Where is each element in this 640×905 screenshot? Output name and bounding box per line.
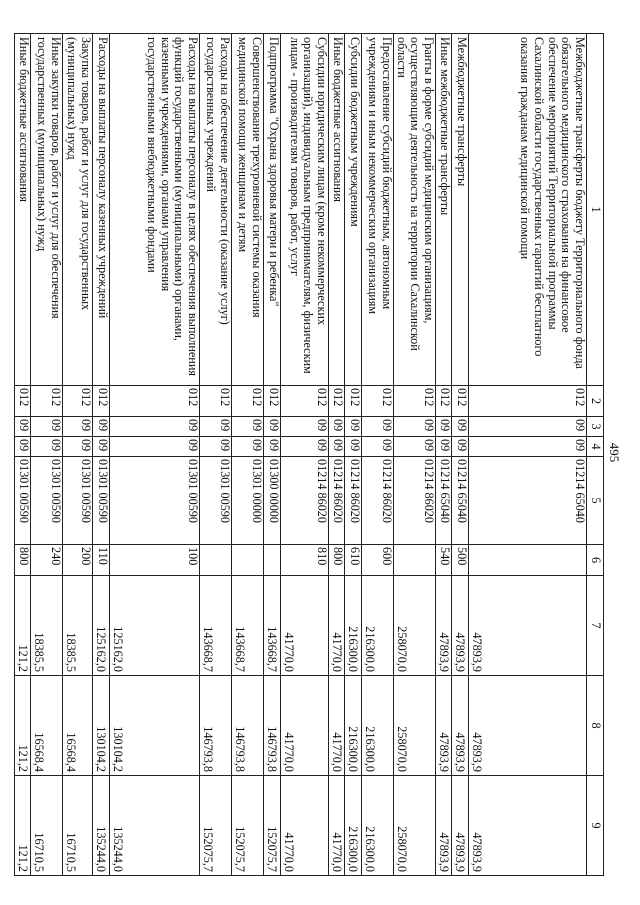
amount-year-1: 18385,5 [31,576,63,676]
amount-year-2: 216300,0 [345,676,362,776]
subsection-code: 09 [452,437,469,457]
table-row [31,34,63,876]
amount-year-3: 16710,5 [63,776,93,876]
expense-type-code [394,545,436,576]
amount-year-1: 216300,0 [362,576,394,676]
target-article-code: 01214 86020 [394,457,436,545]
section-code: 09 [232,417,264,437]
page-number: 495 [607,442,622,463]
ministry-code: 012 [200,386,232,417]
target-article-code: 01214 65040 [452,457,469,545]
ministry-code: 012 [93,386,110,417]
section-code: 09 [15,417,31,437]
column-header: 2 [587,386,604,417]
amount-year-3: 47893,9 [436,776,452,876]
amount-year-3: 16710,5 [31,776,63,876]
target-article-code: 01301 00590 [200,457,232,545]
expense-type-code [232,545,264,576]
amount-year-3: 121,2 [15,776,31,876]
amount-year-3: 216300,0 [345,776,362,876]
item-name: Подпрограмма "Охрана здоровья матери и ребенка" [264,34,281,386]
amount-year-2: 41770,0 [329,676,345,776]
table-row [232,34,264,876]
expense-type-code [200,545,232,576]
expense-type-code: 800 [329,545,345,576]
target-article-code: 01214 86020 [362,457,394,545]
header-row [587,34,604,876]
target-article-code: 01301 00590 [63,457,93,545]
amount-year-2: 216300,0 [362,676,394,776]
amount-year-1: 125162,0 [110,576,200,676]
column-header: 8 [587,676,604,776]
subsection-code: 09 [345,437,362,457]
ministry-code: 012 [264,386,281,417]
column-header: 6 [587,545,604,576]
amount-year-2: 41770,0 [281,676,329,776]
ministry-code: 012 [232,386,264,417]
expense-type-code: 600 [362,545,394,576]
subsection-code: 09 [110,437,200,457]
table-row [264,34,281,876]
subsection-code: 09 [93,437,110,457]
expense-type-code: 240 [31,545,63,576]
expense-type-code [264,545,281,576]
expense-type-code: 540 [436,545,452,576]
item-name: Межбюджетные трансферты бюджету Территориального фонда обязательного медицинского страхования на финансовое обеспечение мероприятий Территориальной программы Сахалинской области государственных гарантий бесплатного оказания гражданам медицинской помощи [469,34,587,386]
target-article-code: 01301 00590 [31,457,63,545]
column-header: 4 [587,437,604,457]
amount-year-2: 146793,8 [264,676,281,776]
table-row [452,34,469,876]
amount-year-1: 143668,7 [232,576,264,676]
amount-year-1: 18385,5 [63,576,93,676]
section-code: 09 [452,417,469,437]
item-name: Иные бюджетные ассигнования [329,34,345,386]
subsection-code: 09 [232,437,264,457]
section-code: 09 [329,417,345,437]
item-name: Субсидии бюджетным учреждениям [345,34,362,386]
amount-year-3: 41770,0 [281,776,329,876]
item-name: Закупка товаров, работ и услуг для государственных (муниципальных) нужд [63,34,93,386]
item-name: Предоставление субсидий бюджетным, автономным учреждениям и иным некоммерческим организациям [362,34,394,386]
column-header: 1 [587,34,604,386]
section-code: 09 [469,417,587,437]
target-article-code: 01214 65040 [436,457,452,545]
ministry-code: 012 [362,386,394,417]
subsection-code: 09 [362,437,394,457]
section-code: 09 [110,417,200,437]
table-row [281,34,329,876]
subsection-code: 09 [15,437,31,457]
section-code: 09 [362,417,394,437]
amount-year-3: 216300,0 [362,776,394,876]
section-code: 09 [281,417,329,437]
item-name: Иные закупки товаров, работ и услуг для обеспечения государственных (муниципальных) нужд [31,34,63,386]
item-name: Иные межбюджетные трансферты [436,34,452,386]
amount-year-3: 47893,9 [469,776,587,876]
subsection-code: 09 [469,437,587,457]
amount-year-1: 47893,9 [452,576,469,676]
amount-year-2: 146793,8 [200,676,232,776]
column-header: 7 [587,576,604,676]
section-code: 09 [63,417,93,437]
item-name: Субсидии юридическим лицам (кроме некоммерческих организаций), индивидуальным предпринимателям, физическим лицам - производителям товаров, работ, услуг [281,34,329,386]
ministry-code: 012 [31,386,63,417]
amount-year-2: 47893,9 [469,676,587,776]
amount-year-2: 121,2 [15,676,31,776]
subsection-code: 09 [31,437,63,457]
subsection-code: 09 [436,437,452,457]
target-article-code: 01301 00590 [15,457,31,545]
table-row [110,34,200,876]
ministry-code: 012 [110,386,200,417]
table-row [436,34,452,876]
item-name: Совершенствование трехуровневой системы оказания медицинской помощи женщинам и детям [232,34,264,386]
subsection-code: 09 [281,437,329,457]
target-article-code: 01214 86020 [281,457,329,545]
budget-table [14,33,604,876]
expense-type-code: 100 [110,545,200,576]
subsection-code: 09 [264,437,281,457]
section-code: 09 [200,417,232,437]
amount-year-3: 152075,7 [200,776,232,876]
amount-year-2: 47893,9 [452,676,469,776]
amount-year-3: 41770,0 [329,776,345,876]
item-name: Расходы на обеспечение деятельности (оказание услуг) государственных учреждений [200,34,232,386]
ministry-code: 012 [394,386,436,417]
item-name: Расходы на выплаты персоналу казенных учреждений [93,34,110,386]
table-row [93,34,110,876]
section-code: 09 [345,417,362,437]
expense-type-code: 500 [452,545,469,576]
ministry-code: 012 [15,386,31,417]
target-article-code: 01301 00590 [93,457,110,545]
amount-year-3: 135244,0 [110,776,200,876]
amount-year-1: 47893,9 [469,576,587,676]
amount-year-1: 41770,0 [329,576,345,676]
ministry-code: 012 [345,386,362,417]
section-code: 09 [93,417,110,437]
target-article-code: 01300 00000 [264,457,281,545]
expense-type-code: 610 [345,545,362,576]
amount-year-1: 216300,0 [345,576,362,676]
subsection-code: 09 [63,437,93,457]
amount-year-1: 125162,0 [93,576,110,676]
amount-year-3: 135244,0 [93,776,110,876]
amount-year-2: 130104,2 [110,676,200,776]
expense-type-code: 800 [15,545,31,576]
ministry-code: 012 [281,386,329,417]
section-code: 09 [436,417,452,437]
amount-year-2: 130104,2 [93,676,110,776]
subsection-code: 09 [394,437,436,457]
table-row [345,34,362,876]
section-code: 09 [394,417,436,437]
ministry-code: 012 [452,386,469,417]
item-name: Расходы на выплаты персоналу в целях обеспечения выполнения функций государственными (муниципальными) органами, казенными учреждениями, органами управления государственными внебюджетными фондами [110,34,200,386]
column-header: 3 [587,417,604,437]
target-article-code: 01214 86020 [329,457,345,545]
amount-year-1: 143668,7 [264,576,281,676]
subsection-code: 09 [200,437,232,457]
table-row [329,34,345,876]
amount-year-2: 16568,4 [31,676,63,776]
expense-type-code: 200 [63,545,93,576]
column-header: 5 [587,457,604,545]
amount-year-2: 47893,9 [436,676,452,776]
amount-year-3: 258070,0 [394,776,436,876]
amount-year-1: 41770,0 [281,576,329,676]
item-name: Межбюджетные трансферты [452,34,469,386]
amount-year-1: 121,2 [15,576,31,676]
ministry-code: 012 [469,386,587,417]
expense-type-code [469,545,587,576]
amount-year-3: 152075,7 [232,776,264,876]
table-row [469,34,587,876]
expense-type-code: 810 [281,545,329,576]
target-article-code: 01214 65040 [469,457,587,545]
target-article-code: 01301 00000 [232,457,264,545]
column-header: 9 [587,776,604,876]
table-row [362,34,394,876]
target-article-code: 01214 86020 [345,457,362,545]
ministry-code: 012 [63,386,93,417]
table-row [200,34,232,876]
amount-year-1: 47893,9 [436,576,452,676]
table-row [63,34,93,876]
amount-year-2: 16568,4 [63,676,93,776]
subsection-code: 09 [329,437,345,457]
amount-year-2: 258070,0 [394,676,436,776]
item-name: Иные бюджетные ассигнования [15,34,31,386]
amount-year-3: 152075,7 [264,776,281,876]
table-row [394,34,436,876]
section-code: 09 [31,417,63,437]
target-article-code: 01301 00590 [110,457,200,545]
amount-year-2: 146793,8 [232,676,264,776]
amount-year-1: 258070,0 [394,576,436,676]
ministry-code: 012 [329,386,345,417]
table-row [15,34,31,876]
section-code: 09 [264,417,281,437]
item-name: Гранты в форме субсидий медицинским организациям, осуществляющим деятельность на территории Сахалинской области [394,34,436,386]
amount-year-1: 143668,7 [200,576,232,676]
amount-year-3: 47893,9 [452,776,469,876]
expense-type-code: 110 [93,545,110,576]
ministry-code: 012 [436,386,452,417]
